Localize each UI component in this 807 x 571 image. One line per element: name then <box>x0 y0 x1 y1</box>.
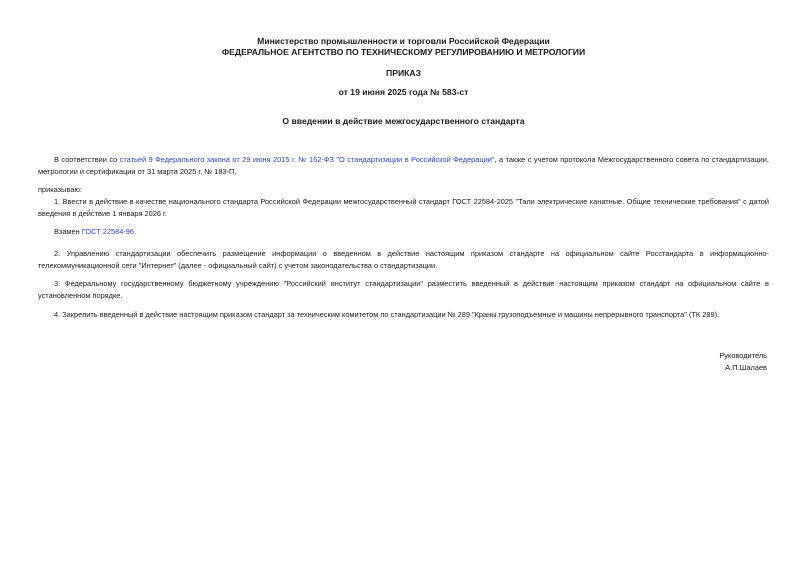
gost-22584-96-link[interactable]: ГОСТ 22584-96 <box>81 227 134 236</box>
signature-name: А.П.Шалаев <box>725 363 767 372</box>
intro-paragraph <box>38 154 769 178</box>
replacement-paragraph <box>38 226 769 238</box>
replacement-prefix: Взамен <box>54 227 82 236</box>
order-word: приказываю: <box>38 185 82 194</box>
document-subject: О введении в действие межгосударственного стандарта <box>282 116 525 126</box>
order-item-4: 4. Закрепить введенный в действие настоящим приказом стандарт за техническим комитетом по стандартизации № 289 "Краны грузоподъемные и машины непрерывного транспорта" (ТК 289). <box>54 310 720 319</box>
federal-law-link[interactable]: статьей 9 Федерального закона от 29 июня 2015 г. № 162-ФЗ "О стандартизации в Российской Федерации" <box>119 155 495 164</box>
order-item-2: 2. Управлению стандартизации обеспечить размещение информации о введенном в действие настоящим приказом стандарте на официальном сайте Росстандарта в информационно-телекоммуникационной сети "Интернет" (далее - официальный сайт) с учетом законодательства о стандартизации. <box>38 249 769 270</box>
order-item-1: 1. Ввести в действие в качестве национального стандарта Российской Федерации межгосударственный стандарт ГОСТ 22584-2025 "Тали электрические канатные. Общие технические требования" с датой введения в действие 1 января 2026 г. <box>38 197 769 218</box>
intro-suffix: , а также с учетом протокола Межгосударственного совета по стандартизации, метрологии и сертификации от 31 марта 2025 г. № 183-П, <box>38 155 769 176</box>
ministry-title: Министерство промышленности и торговли Российской Федерации <box>257 36 550 46</box>
order-item-3: 3. Федеральному государственному бюджетному учреждению "Российский институт стандартизации" разместить введенный в действие настоящим приказом стандарт на официальном сайте в установленном порядке. <box>38 279 769 300</box>
intro-prefix: В соответствии со <box>54 155 120 164</box>
document-date-number: от 19 июня 2025 года № 583-ст <box>338 87 469 97</box>
document-type: ПРИКАЗ <box>386 68 421 78</box>
replacement-suffix: . <box>134 227 137 236</box>
agency-title: ФЕДЕРАЛЬНОЕ АГЕНТСТВО ПО ТЕХНИЧЕСКОМУ РЕГУЛИРОВАНИЮ И МЕТРОЛОГИИ <box>221 47 586 57</box>
signature-title: Руководитель <box>719 351 767 360</box>
